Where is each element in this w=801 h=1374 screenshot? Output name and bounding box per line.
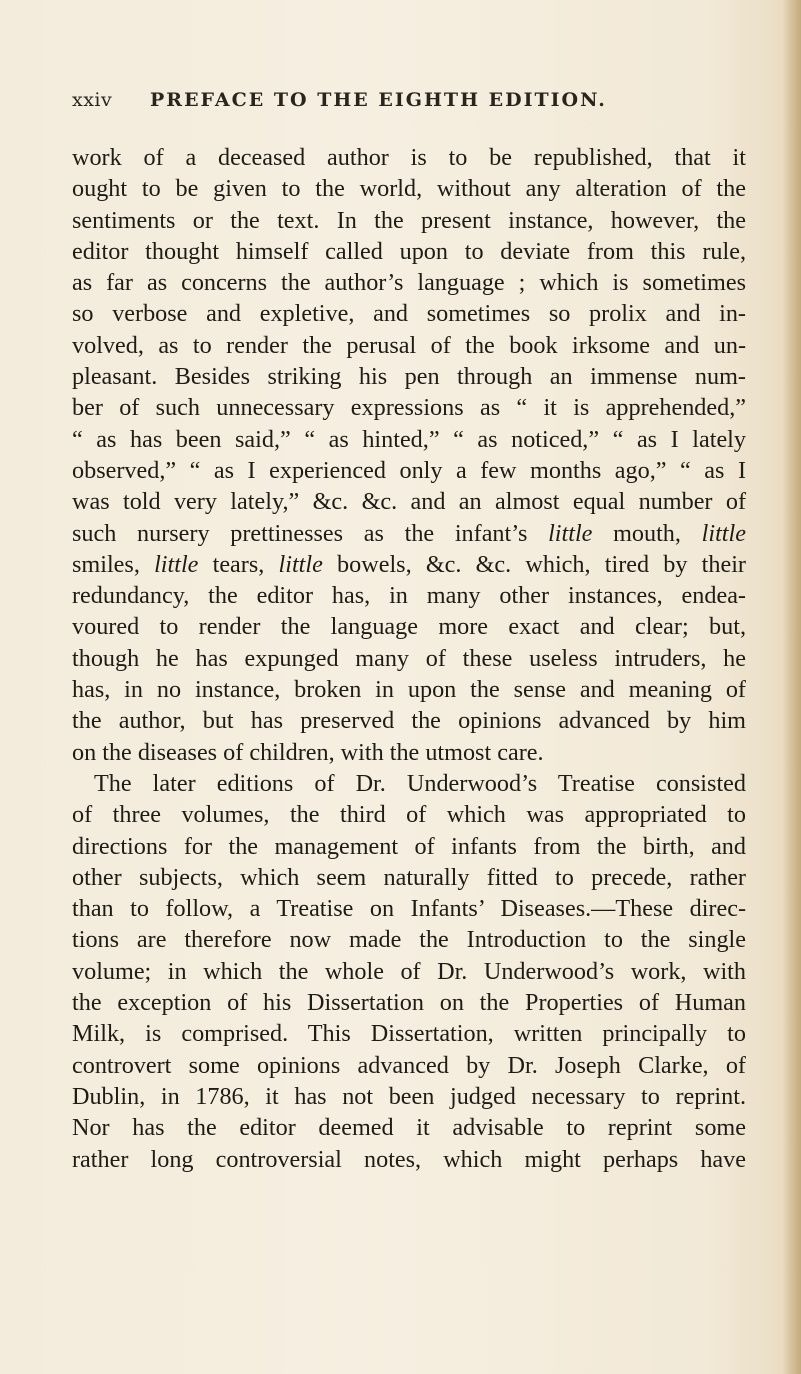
text-line [72, 1050, 746, 1081]
text-segment: voured to render the language more exact and clear; but, [72, 613, 746, 641]
text-line [72, 486, 746, 517]
text-line [72, 862, 746, 893]
text-segment: Dublin, in 1786, it has not been judged necessary to reprint. [72, 1082, 746, 1110]
text-line [72, 924, 746, 955]
text-line [72, 455, 746, 486]
text-segment: Nor has the editor deemed it advisable to reprint some [72, 1114, 746, 1142]
text-segment: the author, but has preserved the opinions advanced by him [72, 707, 746, 735]
text-line [72, 298, 746, 329]
italic-word: little [278, 550, 323, 578]
text-line [72, 643, 746, 674]
text-segment: of three volumes, the third of which was appropriated to [72, 801, 746, 829]
text-line [72, 236, 746, 267]
text-segment: rather long controversial notes, which might perhaps have [72, 1145, 746, 1173]
text-line [72, 1144, 746, 1175]
text-line [72, 173, 746, 204]
text-line [72, 705, 746, 736]
text-segment: observed,” “ as I experienced only a few months ago,” “ as I [72, 456, 746, 484]
text-segment: mouth, [592, 519, 702, 547]
body-text [72, 142, 746, 1175]
text-segment: work of a deceased author is to be republished, that it [72, 144, 746, 171]
text-segment: tears, [198, 550, 279, 578]
text-segment: Milk, is comprised. This Dissertation, written principally to [72, 1020, 746, 1048]
text-segment: pleasant. Besides striking his pen through an immense num- [72, 363, 746, 391]
text-line [72, 142, 746, 173]
text-line [72, 1018, 746, 1049]
text-segment: sentiments or the text. In the present instance, however, the [72, 206, 746, 234]
text-line [72, 1081, 746, 1112]
page-edge-shadow [783, 0, 801, 1374]
page-header [72, 89, 732, 119]
paragraph [72, 768, 746, 1175]
text-segment: such nursery prettinesses as the infant’s [72, 519, 549, 547]
text-line [72, 799, 746, 830]
text-line [72, 205, 746, 236]
text-segment: smiles, [72, 550, 155, 578]
text-line [72, 330, 746, 361]
italic-word: little [548, 519, 593, 547]
text-line [72, 424, 746, 455]
text-line [72, 549, 746, 580]
text-segment: The later editions of Dr. Underwood’s Treatise consisted [94, 769, 746, 797]
paragraph [72, 142, 746, 768]
text-segment: volume; in which the whole of Dr. Underwood’s work, with [72, 957, 746, 985]
text-line [72, 831, 746, 862]
text-segment: than to follow, a Treatise on Infants’ Diseases.—These direc- [72, 895, 746, 923]
text-line [72, 361, 746, 392]
text-segment: editor thought himself called upon to deviate from this rule, [72, 237, 746, 265]
text-segment: redundancy, the editor has, in many other instances, endea- [72, 582, 746, 610]
text-line [72, 580, 746, 611]
text-line [72, 956, 746, 987]
page-number: xxiv [72, 89, 113, 111]
text-segment: so verbose and expletive, and sometimes so prolix and in- [72, 300, 746, 328]
text-line [72, 267, 746, 298]
text-segment: the exception of his Dissertation on the Properties of Human [72, 989, 746, 1017]
text-line [72, 392, 746, 423]
text-segment: other subjects, which seem naturally fitted to precede, rather [72, 863, 746, 891]
text-segment: ber of such unnecessary expressions as “ it is apprehended,” [72, 394, 746, 422]
text-segment: though he has expunged many of these useless intruders, he [72, 644, 746, 672]
text-line [72, 611, 746, 642]
italic-word: little [154, 550, 199, 578]
text-segment: bowels, &c. &c. which, tired by their [322, 550, 746, 578]
text-line [72, 1112, 746, 1143]
text-segment: ought to be given to the world, without any alteration of the [72, 175, 746, 203]
text-segment: was told very lately,” &c. &c. and an almost equal number of [72, 488, 746, 516]
text-segment: “ as has been said,” “ as hinted,” “ as noticed,” “ as I lately [72, 425, 746, 453]
running-title: PREFACE TO THE EIGHTH EDITION. [150, 89, 607, 111]
text-line [72, 987, 746, 1018]
text-segment: on the diseases of children, with the utmost care. [72, 738, 544, 766]
text-segment: tions are therefore now made the Introduction to the single [72, 926, 746, 954]
text-line [72, 674, 746, 705]
text-segment: volved, as to render the perusal of the book irksome and un- [72, 331, 746, 359]
text-segment: directions for the management of infants from the birth, and [72, 832, 746, 860]
text-line [72, 737, 746, 768]
text-line [72, 893, 746, 924]
text-segment: controvert some opinions advanced by Dr. Joseph Clarke, of [72, 1051, 746, 1079]
text-line [72, 768, 746, 799]
text-segment: has, in no instance, broken in upon the sense and meaning of [72, 676, 746, 704]
italic-word: little [701, 519, 746, 547]
text-segment: as far as concerns the author’s language ; which is sometimes [72, 269, 746, 297]
text-line [72, 518, 746, 549]
